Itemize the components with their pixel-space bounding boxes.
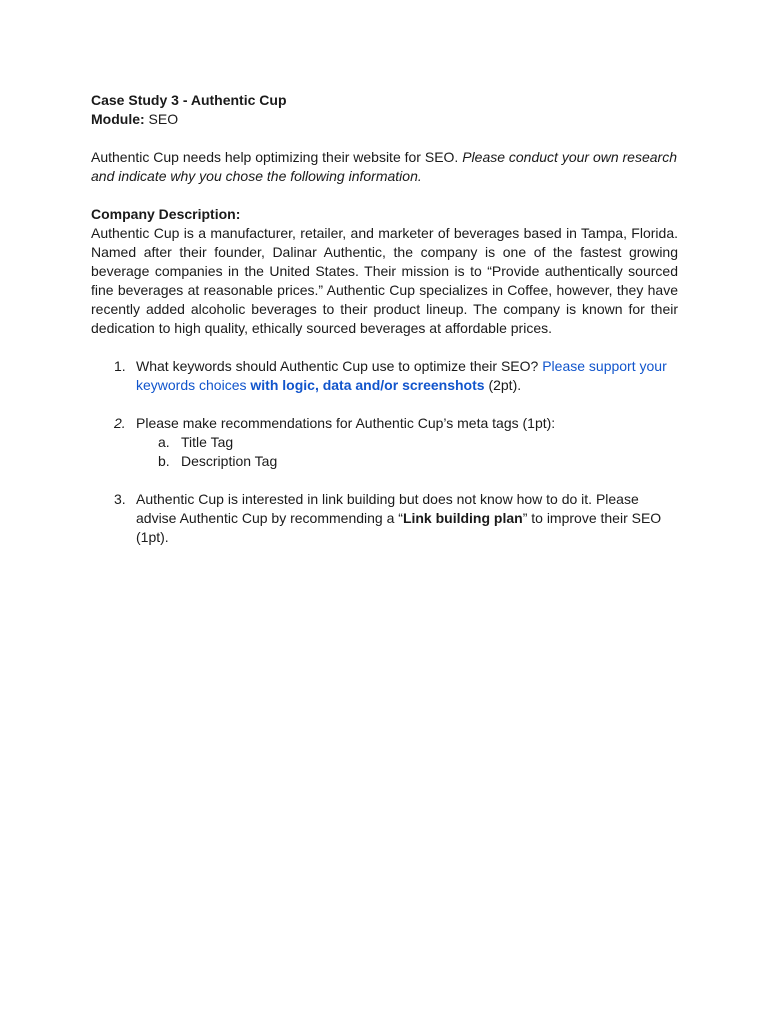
question-text: Please make recommendations for Authentic Cup’s meta tags (1pt): xyxy=(136,415,556,431)
question-text-after: ” to improve their SEO (1pt). xyxy=(136,510,662,545)
intro-plain-text: Authentic Cup needs help optimizing their website for SEO. xyxy=(91,149,463,165)
module-line xyxy=(91,110,678,129)
question-number: 1. xyxy=(114,358,126,374)
question-blue-text: Please support your keywords choices xyxy=(136,358,667,393)
question-item-1 xyxy=(91,357,678,395)
module-label: Module: xyxy=(91,111,145,127)
question-points: (2pt). xyxy=(484,377,522,393)
document-page xyxy=(91,91,678,547)
question-number: 2. xyxy=(114,415,126,431)
question-item-3 xyxy=(91,490,678,547)
intro-paragraph xyxy=(91,148,678,186)
question-blue-bold-text: with logic, data and/or screenshots xyxy=(250,377,485,393)
sublist-letter: b. xyxy=(158,453,170,469)
question-item-2 xyxy=(91,414,678,471)
module-value: SEO xyxy=(148,111,179,127)
question-number: 3. xyxy=(114,491,126,507)
intro-italic-text: Please conduct your own research and indicate why you chose the following information. xyxy=(91,149,677,184)
question-bold-text: Link building plan xyxy=(402,510,523,526)
sublist-text: Title Tag xyxy=(181,434,234,450)
question-text: What keywords should Authentic Cup use to optimize their SEO? xyxy=(136,358,543,374)
sublist-letter: a. xyxy=(158,434,170,450)
sublist-item-description-tag xyxy=(136,452,678,471)
company-description-heading: Company Description: xyxy=(91,206,241,222)
document-title: Case Study 3 - Authentic Cup xyxy=(91,92,287,108)
question-list xyxy=(91,357,678,547)
company-description-text: Authentic Cup is a manufacturer, retailer, and marketer of beverages based in Tampa, Florida. Named after their founder, Dalinar Authentic, the company is one of the fastest growing beverage companies in the United States. Their mission is to “Provide authentically sourced fine beverages at reasonable prices.” Authentic Cup specializes in Coffee, however, they have recently added alcoholic beverages to their product lineup. The company is known for their dedication to high quality, ethically sourced beverages at affordable prices. xyxy=(91,225,678,336)
sublist-text: Description Tag xyxy=(181,453,278,469)
sublist-item-title-tag xyxy=(136,433,678,452)
question-text: Authentic Cup is interested in link building but does not know how to do it. Please advise Authentic Cup by recommending a “ xyxy=(136,491,639,526)
meta-tags-sublist xyxy=(136,433,678,471)
